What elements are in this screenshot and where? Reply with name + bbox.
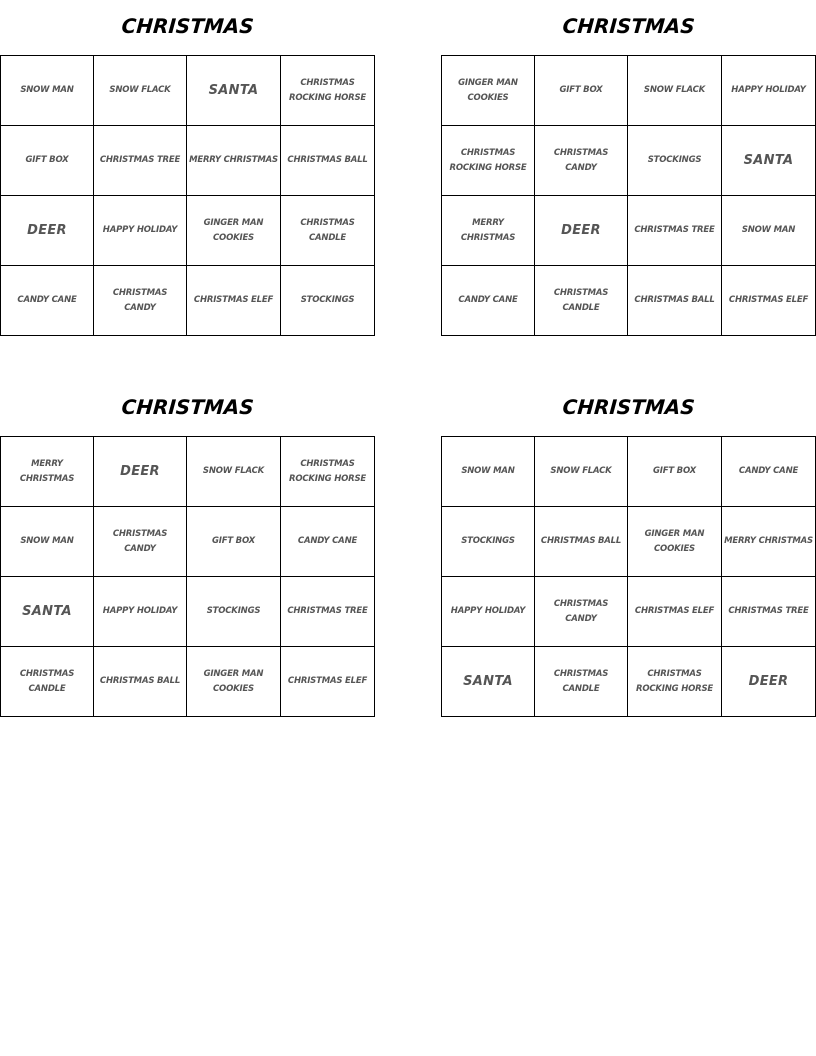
bingo-cell: MERRY CHRISTMAS [1,437,94,507]
bingo-cell: STOCKINGS [187,577,281,647]
bingo-cell: CANDY CANE [281,507,374,577]
bingo-cell: GINGER MAN COOKIES [187,196,281,266]
bingo-cell: MERRY CHRISTMAS [722,507,815,577]
bingo-cell: GINGER MAN COOKIES [628,507,722,577]
bingo-cell: STOCKINGS [300,295,355,305]
bingo-cell: GIFT BOX [1,126,94,196]
bingo-cell: CHRISTMAS BALL [535,507,628,577]
bingo-cell: SANTA [1,577,94,647]
bingo-cell: CHRISTMAS TREE [628,196,722,266]
card-title: CHRISTMAS [561,395,696,419]
bingo-cell: CHRISTMAS BALL [281,126,374,196]
bingo-cell: CHRISTMAS CANDLE [281,196,374,266]
bingo-cell: GIFT BOX [187,507,281,577]
bingo-cell: CHRISTMAS TREE [281,577,374,647]
bingo-cell: STOCKINGS [442,507,535,577]
bingo-cell: CHRISTMAS TREE [722,577,815,647]
bingo-cell: DEER [94,437,187,507]
bingo-cell: SNOW FLACK [94,56,187,126]
bingo-cell: HAPPY HOLIDAY [442,577,535,647]
card-title: CHRISTMAS [120,395,255,419]
bingo-cell: SNOW FLACK [187,437,281,507]
bingo-cell: STOCKINGS [628,126,722,196]
bingo-cell: CHRISTMAS ROCKING HORSE [281,437,374,507]
bingo-cell: HAPPY HOLIDAY [94,577,187,647]
bingo-cell: CANDY CANE [442,266,535,335]
bingo-cell: CHRISTMAS CANDY [535,577,628,647]
bingo-grid [0,436,375,717]
bingo-cell: HAPPY HOLIDAY [722,56,815,126]
bingo-cell: SNOW MAN [1,507,94,577]
bingo-cell: SNOW FLACK [628,56,722,126]
bingo-cell: MERRY CHRISTMAS [442,196,535,266]
bingo-cell: SNOW MAN [722,196,815,266]
bingo-cell: DEER [1,196,94,266]
card-title: CHRISTMAS [120,14,255,38]
bingo-cell: CHRISTMAS CANDLE [535,266,628,335]
bingo-cell: DEER [535,196,628,266]
bingo-cell: CHRISTMAS ELEF [187,266,281,335]
card-title: CHRISTMAS [561,14,696,38]
bingo-cell: GIFT BOX [628,437,722,507]
bingo-cell: SNOW FLACK [535,437,628,507]
bingo-cell: CHRISTMAS BALL [94,647,187,716]
bingo-cell: SNOW MAN [1,56,94,126]
bingo-cell: CANDY CANE [722,437,815,507]
bingo-grid [441,436,816,717]
bingo-cell: CHRISTMAS BALL [628,266,722,335]
bingo-cell: CHRISTMAS ELEF [287,676,368,686]
bingo-cell: GIFT BOX [535,56,628,126]
bingo-cell: DEER [748,674,789,689]
bingo-grid [441,55,816,336]
bingo-cell: CANDY CANE [1,266,94,335]
bingo-cell: MERRY CHRISTMAS [187,126,281,196]
bingo-cell: GINGER MAN COOKIES [187,647,281,716]
bingo-cell: CHRISTMAS CANDY [94,507,187,577]
bingo-cell: CHRISTMAS ROCKING HORSE [628,647,722,716]
bingo-cell: CHRISTMAS CANDLE [1,647,94,716]
bingo-cell: CHRISTMAS ROCKING HORSE [281,56,374,126]
bingo-cell: CHRISTMAS TREE [94,126,187,196]
bingo-cell: CHRISTMAS ELEF [628,577,722,647]
bingo-cell: SANTA [722,126,815,196]
bingo-cell: CHRISTMAS ELEF [728,295,809,305]
bingo-cell: HAPPY HOLIDAY [94,196,187,266]
bingo-cell: CHRISTMAS CANDY [94,266,187,335]
bingo-cell: CHRISTMAS ROCKING HORSE [442,126,535,196]
bingo-cell: SANTA [442,647,535,716]
bingo-cell: GINGER MAN COOKIES [442,56,535,126]
bingo-cell: SANTA [187,56,281,126]
bingo-cell: SNOW MAN [442,437,535,507]
bingo-grid [0,55,375,336]
bingo-cell: CHRISTMAS CANDY [535,126,628,196]
bingo-cell: CHRISTMAS CANDLE [535,647,628,716]
